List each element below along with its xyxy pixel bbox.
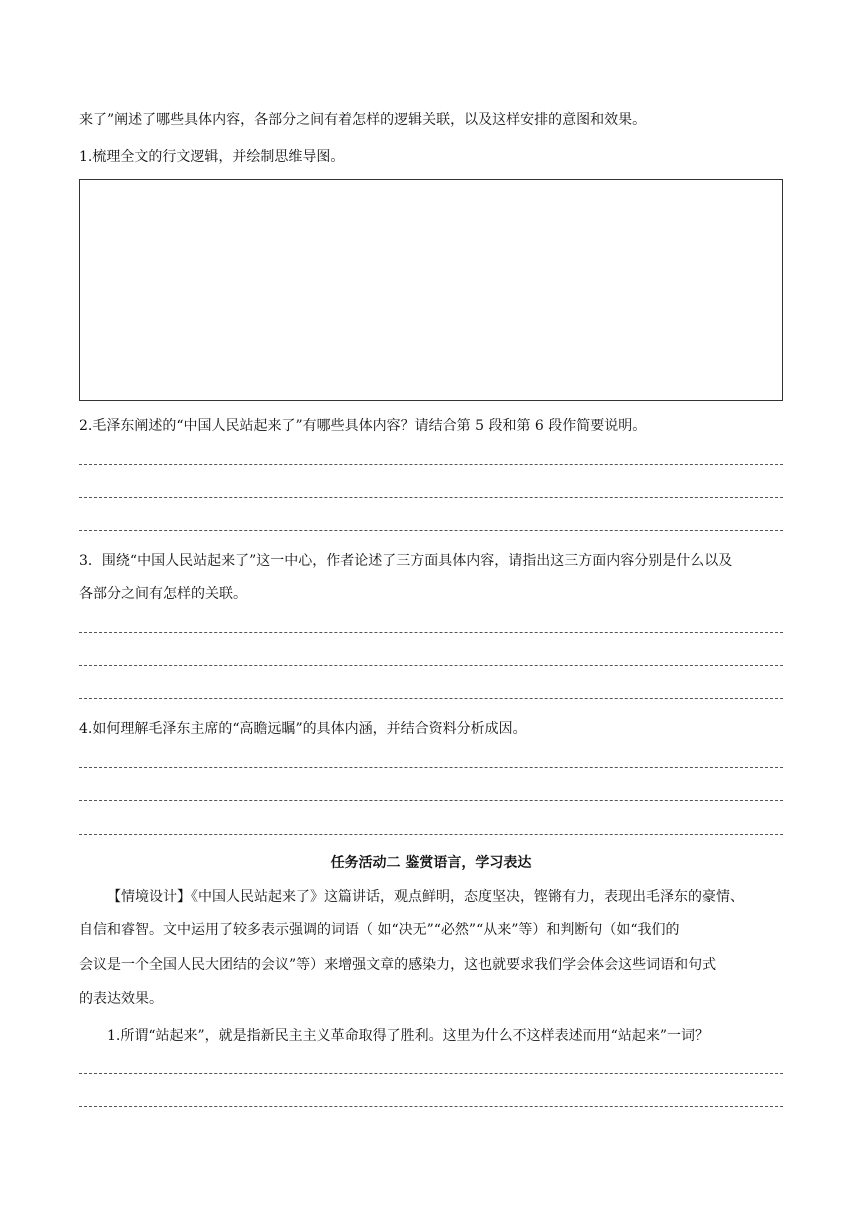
- answer-line[interactable]: [79, 698, 783, 699]
- question-1: 1.梳理全文的行文逻辑，并绘制思维导图。: [79, 149, 345, 165]
- answer-line[interactable]: [79, 530, 783, 531]
- answer-line[interactable]: [79, 800, 783, 801]
- question-2: 2.毛泽东阐述的“中国人民站起来了”有哪些具体内容？请结合第 5 段和第 6 段作简要说明。: [79, 418, 647, 434]
- answer-line[interactable]: [79, 1073, 783, 1074]
- question-3-line-1: 3．围绕“中国人民站起来了”这一中心，作者论述了三方面具体内容，请指出这三方面内容分别是什么以及: [79, 553, 733, 569]
- context-line-3: 会议是一个全国人民大团结的会议”等）来增强文章的感染力，这也就要求我们学会体会这些词语和句式: [79, 957, 717, 973]
- context-line-1: 【情境设计】《中国人民站起来了》这篇讲话，观点鲜明，态度坚决，铿锵有力，表现出毛泽东的豪情、: [107, 889, 744, 905]
- answer-line[interactable]: [79, 665, 783, 666]
- answer-line[interactable]: [79, 497, 783, 498]
- answer-line[interactable]: [79, 767, 783, 768]
- intro-line: 来了”阐述了哪些具体内容，各部分之间有着怎样的逻辑关联，以及这样安排的意图和效果。: [79, 112, 647, 128]
- section-2-title: 任务活动二 鉴赏语言，学习表达: [330, 855, 532, 871]
- answer-line[interactable]: [79, 834, 783, 835]
- answer-line[interactable]: [79, 632, 783, 633]
- answer-line[interactable]: [79, 1106, 783, 1107]
- section-2-question-1: 1.所谓“站起来”，就是指新民主主义革命取得了胜利。这里为什么不这样表述而用“站起来”一词？: [107, 1028, 709, 1044]
- answer-line[interactable]: [79, 464, 783, 465]
- question-3-line-2: 各部分之间有怎样的关联。: [79, 586, 247, 602]
- context-line-2: 自信和睿智。文中运用了较多表示强调的词语（ 如“决无”“必然”“从来”等）和判断句（如“我们的: [79, 922, 680, 938]
- question-4: 4.如何理解毛泽东主席的“高瞻远瞩”的具体内涵，并结合资料分析成因。: [79, 721, 527, 737]
- mind-map-drawing-box[interactable]: [79, 179, 783, 401]
- context-line-4: 的表达效果。: [79, 991, 163, 1007]
